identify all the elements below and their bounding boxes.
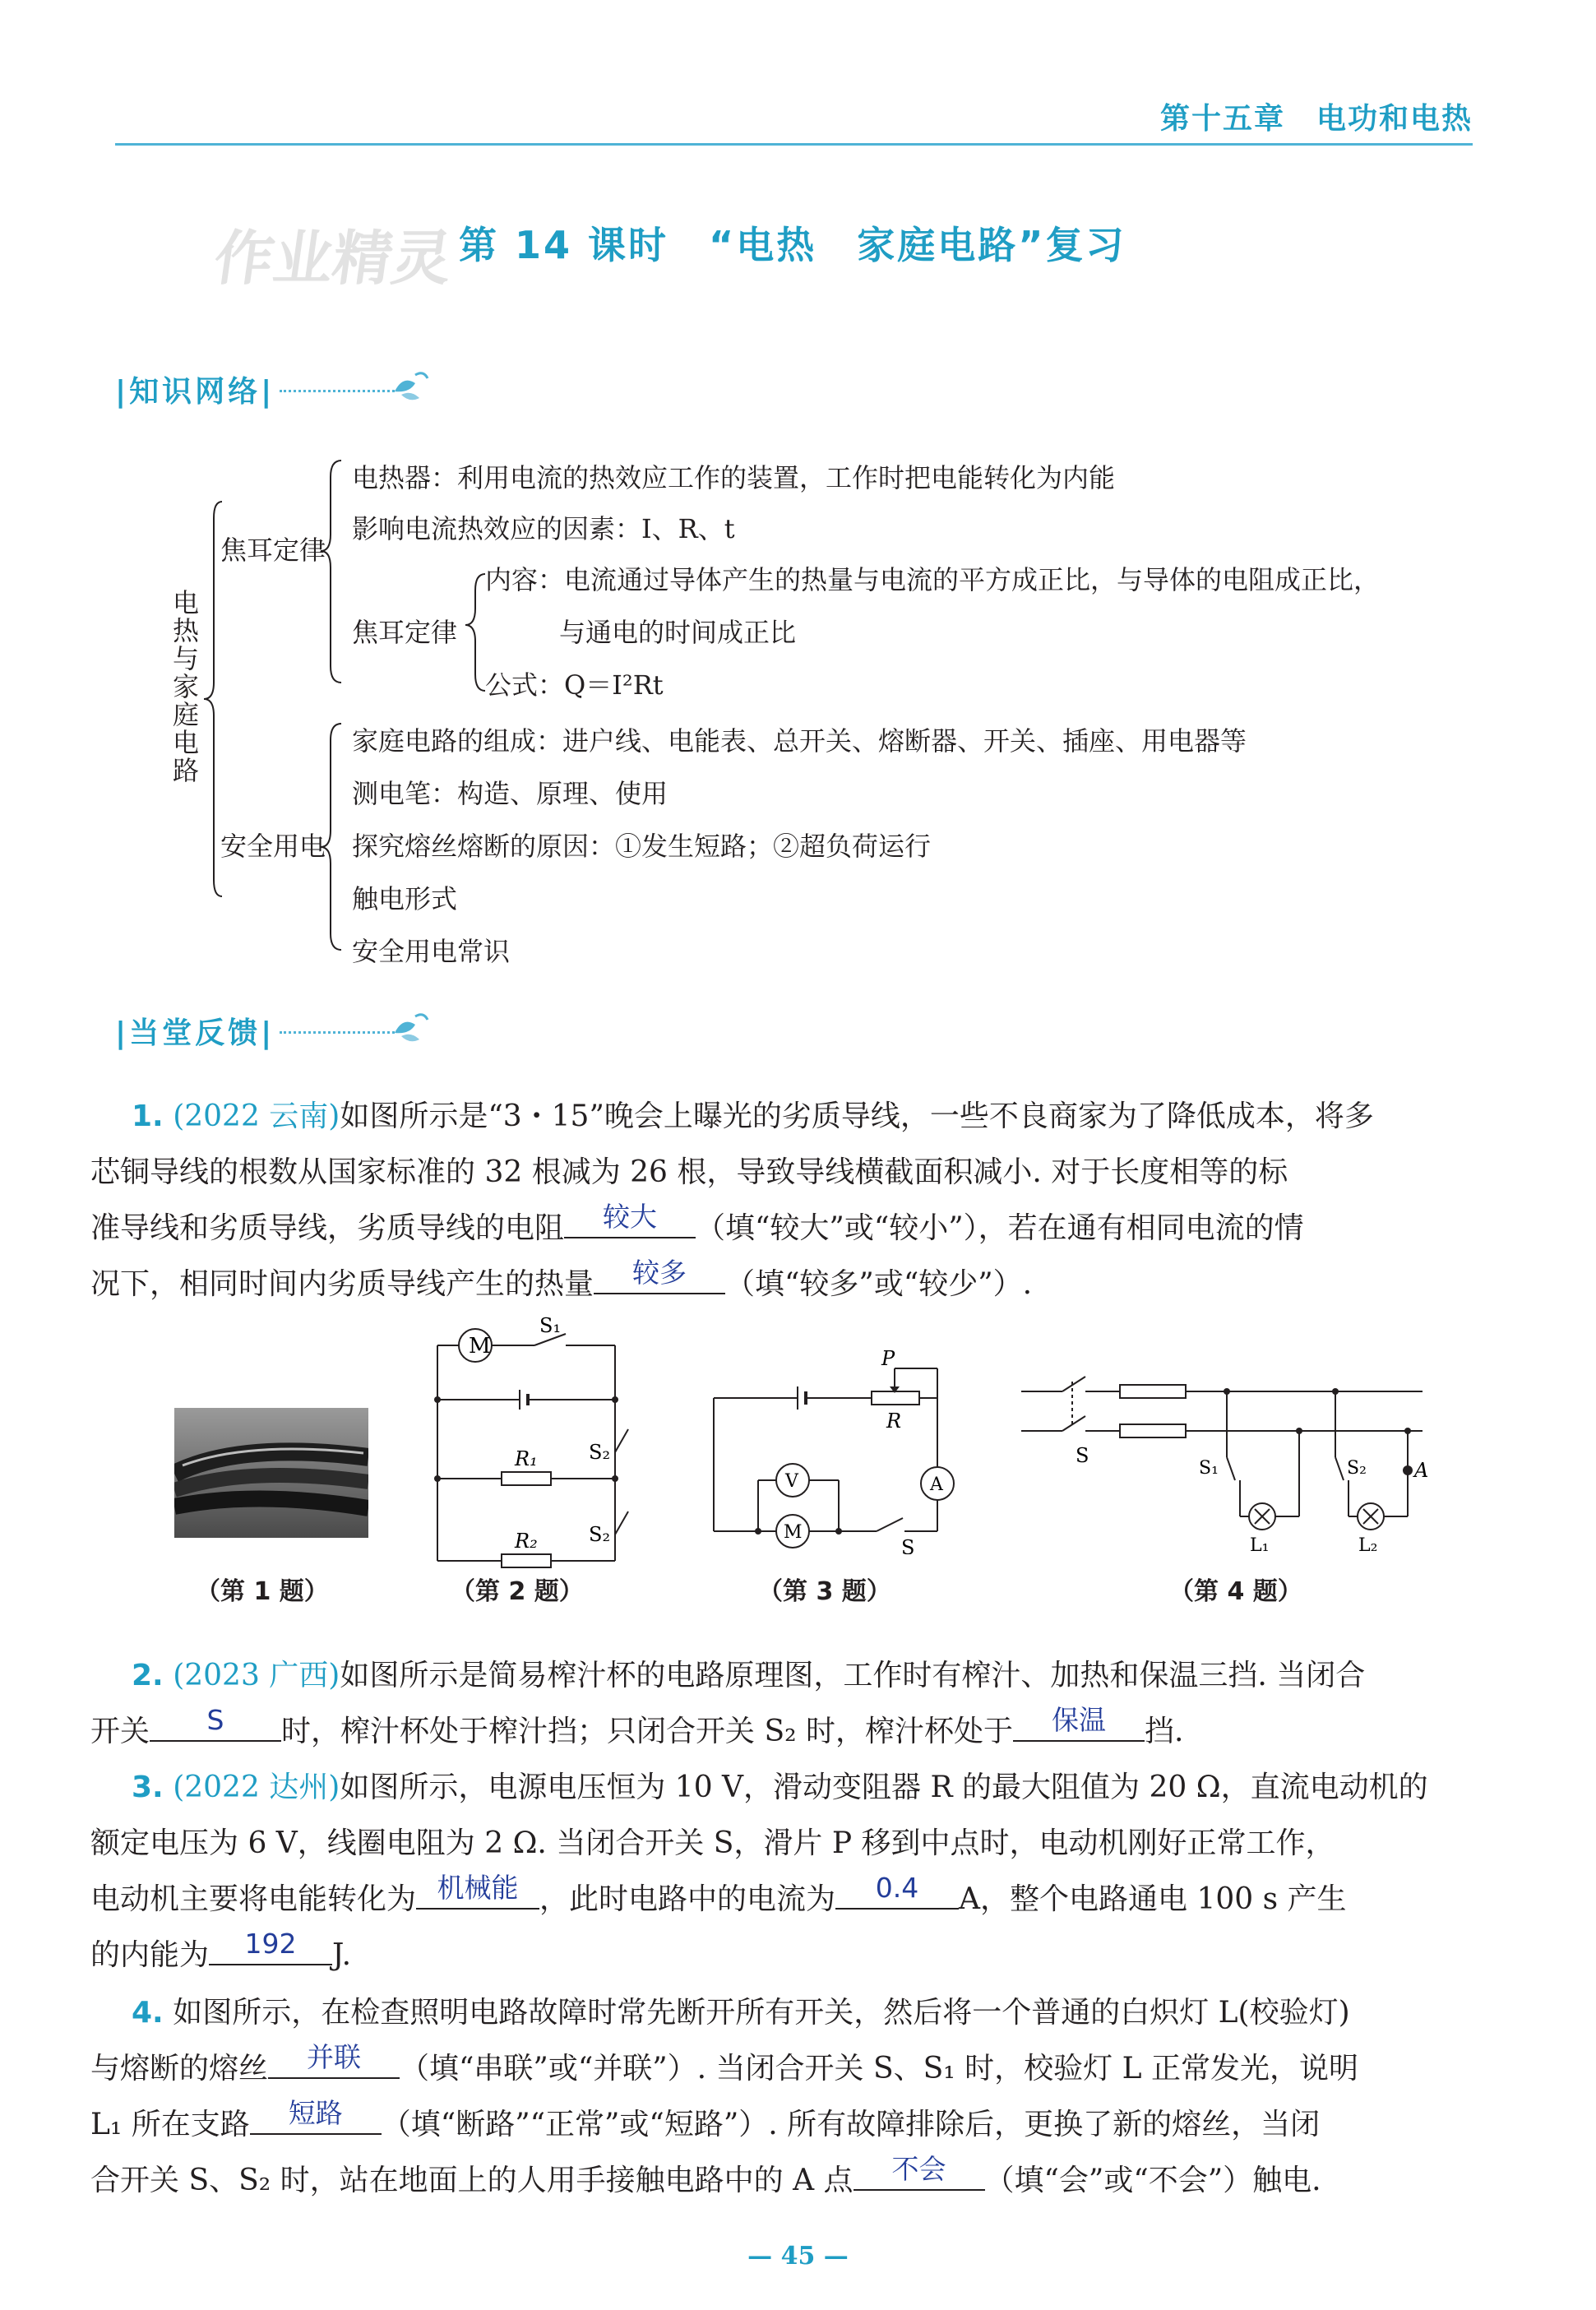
tree-braces [189,444,370,970]
figure-1-wire-photo [174,1408,368,1538]
question-1-line-1: 1. (2022 云南)如图所示是“3・15”晚会上曝光的劣质导线，一些不良商家为了降低成本，将多 [132,1099,1374,1133]
section-divider [280,1031,395,1034]
answer-blank[interactable]: 短路 [250,2097,382,2135]
tree-safety-item-5: 安全用电常识 [352,936,511,967]
answer-blank[interactable]: 较多 [594,1257,725,1294]
ammeter-label: A [930,1474,943,1495]
tree-joule-law-content-cont: 与通电的时间成正比 [559,617,797,648]
section-feedback: |当堂反馈| [115,1016,275,1050]
figure-2-circuit [428,1314,633,1576]
motor-label: M [784,1522,803,1543]
answer-blank[interactable]: 保温 [1013,1704,1145,1742]
slider-p-label: P [881,1349,895,1370]
question-2 [90,1648,1480,1760]
tree-root: 电热与家庭电路 [172,587,199,786]
answer-blank[interactable]: 0.4 [835,1872,959,1910]
butterfly-icon [386,1008,436,1049]
switch-s2-label: S₂ [589,1441,611,1464]
tree-joule-item-1: 电热器：利用电流的热效应工作的装置，工作时把电能转化为内能 [352,462,1116,493]
tree-safety-item-1: 家庭电路的组成：进户线、电能表、总开关、熔断器、开关、插座、用电器等 [352,725,1247,757]
lamp-l1-label: L₁ [1250,1535,1270,1556]
answer-blank[interactable]: 192 [209,1928,332,1965]
tree-safety-item-2: 测电笔：构造、原理、使用 [352,778,668,809]
watermark-logo: 作业精灵 [210,224,457,293]
figure-1-caption: （第 1 题） [196,1577,329,1606]
tree-safety-group: 安全用电 [220,831,326,862]
figure-4-caption: （第 4 题） [1169,1577,1302,1606]
figure-4-circuit [1020,1365,1439,1556]
section-divider [280,390,395,392]
voltmeter-label: V [785,1471,798,1492]
answer-blank[interactable]: 较大 [564,1201,696,1238]
answer-blank[interactable]: S [150,1704,281,1742]
figure-3-caption: （第 3 题） [758,1577,891,1606]
answer-blank[interactable]: 不会 [854,2153,985,2191]
question-4-line-3: L₁ 所在支路 短路 （填“断路”“正常”或“短路”）. 所有故障排除后，更换了新的熔丝，当闭 [90,2097,1321,2141]
figure-3-circuit [699,1349,970,1554]
question-4 [90,1985,1480,2209]
motor-label: M [469,1334,491,1359]
question-1 [90,1089,1480,1312]
chapter-title: 第十五章 电功和电热 [1159,102,1473,136]
header-rule [115,143,1473,146]
figure-2-caption: （第 2 题） [451,1577,584,1606]
section-knowledge-network: |知识网络| [115,375,275,409]
page-number: — 45 — [747,2242,849,2271]
switch-s2-label: S₂ [589,1523,611,1546]
switch-s-label: S [901,1536,915,1554]
resistor-r2-label: R₂ [515,1530,538,1553]
question-3-line-4: 的内能为 192 J. [90,1928,352,1972]
question-4-line-1: 4. 如图所示，在检查照明电路故障时常先断开所有开关，然后将一个普通的白炽灯 L(校验灯) [132,1996,1350,2030]
answer-blank[interactable]: 并联 [268,2041,400,2079]
question-3-line-1: 3. (2022 达州)如图所示，电源电压恒为 10 V，滑动变阻器 R 的最大阻值为 20 Ω，直流电动机的 [132,1771,1428,1804]
tree-joule-item-2: 影响电流热效应的因素：I、R、t [352,513,735,544]
question-4-line-2: 与熔断的熔丝 并联 （填“串联”或“并联”）. 当闭合开关 S、S₁ 时，校验灯 L 正常发光，说明 [90,2041,1358,2085]
resistor-r1-label: R₁ [515,1447,538,1470]
question-3 [90,1760,1480,1984]
lesson-title: 第 14 课时 “电热 家庭电路”复习 [459,223,1126,267]
rheostat-r-label: R [886,1410,902,1433]
switch-s-label: S [1076,1444,1089,1467]
tree-joule-law-formula: 公式：Q＝I²Rt [485,669,664,701]
tree-joule-group: 焦耳定律 [220,535,326,566]
tree-joule-law-content: 内容：电流通过导体产生的热量与电流的平方成正比，与导体的电阻成正比， [485,564,1381,595]
question-1-line-3: 准导线和劣质导线，劣质导线的电阻 较大 （填“较大”或“较小”），若在通有相同电流的情 [90,1201,1304,1245]
switch-s1-label: S₁ [539,1314,562,1337]
question-3-line-3: 电动机主要将电能转化为 机械能 ，此时电路中的电流为 0.4 A，整个电路通电 100 s 产生 [90,1872,1347,1916]
point-a-label: A [1414,1459,1429,1482]
tree-safety-item-3: 探究熔丝熔断的原因：①发生短路；②超负荷运行 [352,831,932,862]
question-4-line-4: 合开关 S、S₂ 时，站在地面上的人用手接触电路中的 A 点 不会 （填“会”或“不会”）触电. [90,2153,1321,2197]
lamp-l2-label: L₂ [1358,1535,1378,1556]
switch-s1-label: S₁ [1199,1458,1219,1479]
question-2-line-1: 2. (2023 广西)如图所示是简易榨汁杯的电路原理图，工作时有榨汁、加热和保温三挡. 当闭合 [132,1659,1366,1692]
butterfly-icon [386,367,436,408]
question-3-line-2: 额定电压为 6 V，线圈电阻为 2 Ω. 当闭合开关 S，滑片 P 移到中点时，电动机刚好正常工作， [90,1826,1335,1860]
switch-s2-label: S₂ [1347,1458,1367,1479]
question-1-line-4: 况下，相同时间内劣质导线产生的热量 较多 （填“较多”或“较少”）. [90,1257,1033,1301]
tree-safety-item-4: 触电形式 [352,883,458,914]
answer-blank[interactable]: 机械能 [416,1872,539,1910]
question-1-line-2: 芯铜导线的根数从国家标准的 32 根减为 26 根，导致导线横截面积减小. 对于长度相等的标 [90,1155,1288,1189]
question-2-line-2: 开关 S 时，榨汁杯处于榨汁挡；只闭合开关 S₂ 时，榨汁杯处于 保温 挡. [90,1704,1184,1748]
tree-joule-law: 焦耳定律 [352,617,458,648]
